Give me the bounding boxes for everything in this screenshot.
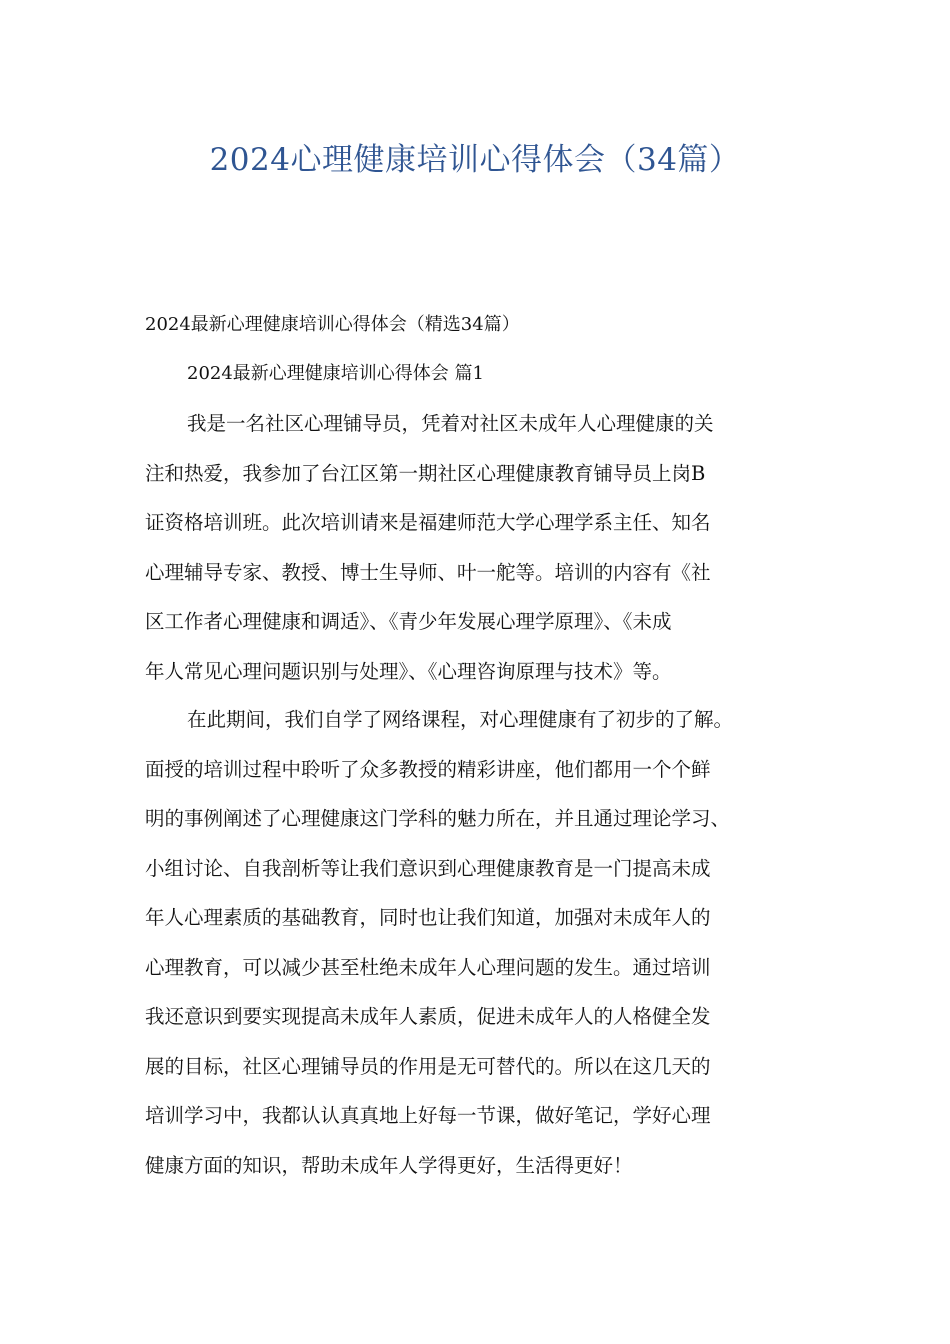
paragraph-line: 心理教育，可以减少甚至杜绝未成年人心理问题的发生。通过培训 xyxy=(145,955,711,979)
paragraph-line: 证资格培训班。此次培训请来是福建师范大学心理学系主任、知名 xyxy=(145,511,711,534)
paragraph-line: 在此期间，我们自学了网络课程，对心理健康有了初步的了解。 xyxy=(187,708,734,731)
paragraph-2 xyxy=(145,706,835,1201)
paragraph-line: 年人心理素质的基础教育，同时也让我们知道，加强对未成年人的 xyxy=(145,906,711,929)
section-heading: 2024最新心理健康培训心得体会 篇1 xyxy=(187,363,484,384)
paragraph-line: 小组讨论、自我剖析等让我们意识到心理健康教育是一门提高未成 xyxy=(145,856,711,880)
document-subtitle: 2024最新心理健康培训心得体会（精选34篇） xyxy=(145,314,520,335)
paragraph-line: 我是一名社区心理铺导员，凭着对社区未成年人心理健康的关 xyxy=(187,412,714,435)
paragraph-line: 培训学习中，我都认认真真地上好每一节课，做好笔记，学好心理 xyxy=(145,1104,711,1127)
paragraph-line: 展的目标，社区心理铺导员的作用是无可替代的。所以在这几天的 xyxy=(145,1054,711,1078)
document-title: 2024心理健康培训心得体会（34篇） xyxy=(209,142,741,178)
paragraph-line: 注和热爱，我参加了台江区第一期社区心理健康教育铺导员上岗B xyxy=(145,461,706,485)
paragraph-line: 面授的培训过程中聆听了众多教授的精彩讲座，他们都用一个个鲜 xyxy=(145,757,711,781)
paragraph-1 xyxy=(145,410,835,707)
paragraph-line: 心理辅导专家、教授、博士生导师、叶一舵等。培训的内容有《社 xyxy=(145,560,711,584)
paragraph-line: 明的事例阐述了心理健康这门学科的魅力所在，并且通过理论学习、 xyxy=(145,807,731,830)
paragraph-line: 我还意识到要实现提高未成年人素质，促进未成年人的人格健全发 xyxy=(145,1005,711,1028)
paragraph-line: 区工作者心理健康和调适》、《青少年发展心理学原理》、《未成 xyxy=(145,610,672,633)
paragraph-line: 年人常见心理问题识别与处理》、《心理咨询原理与技术》等。 xyxy=(145,659,672,683)
paragraph-line: 健康方面的知识，帮助未成年人学得更好，生活得更好！ xyxy=(145,1153,633,1177)
